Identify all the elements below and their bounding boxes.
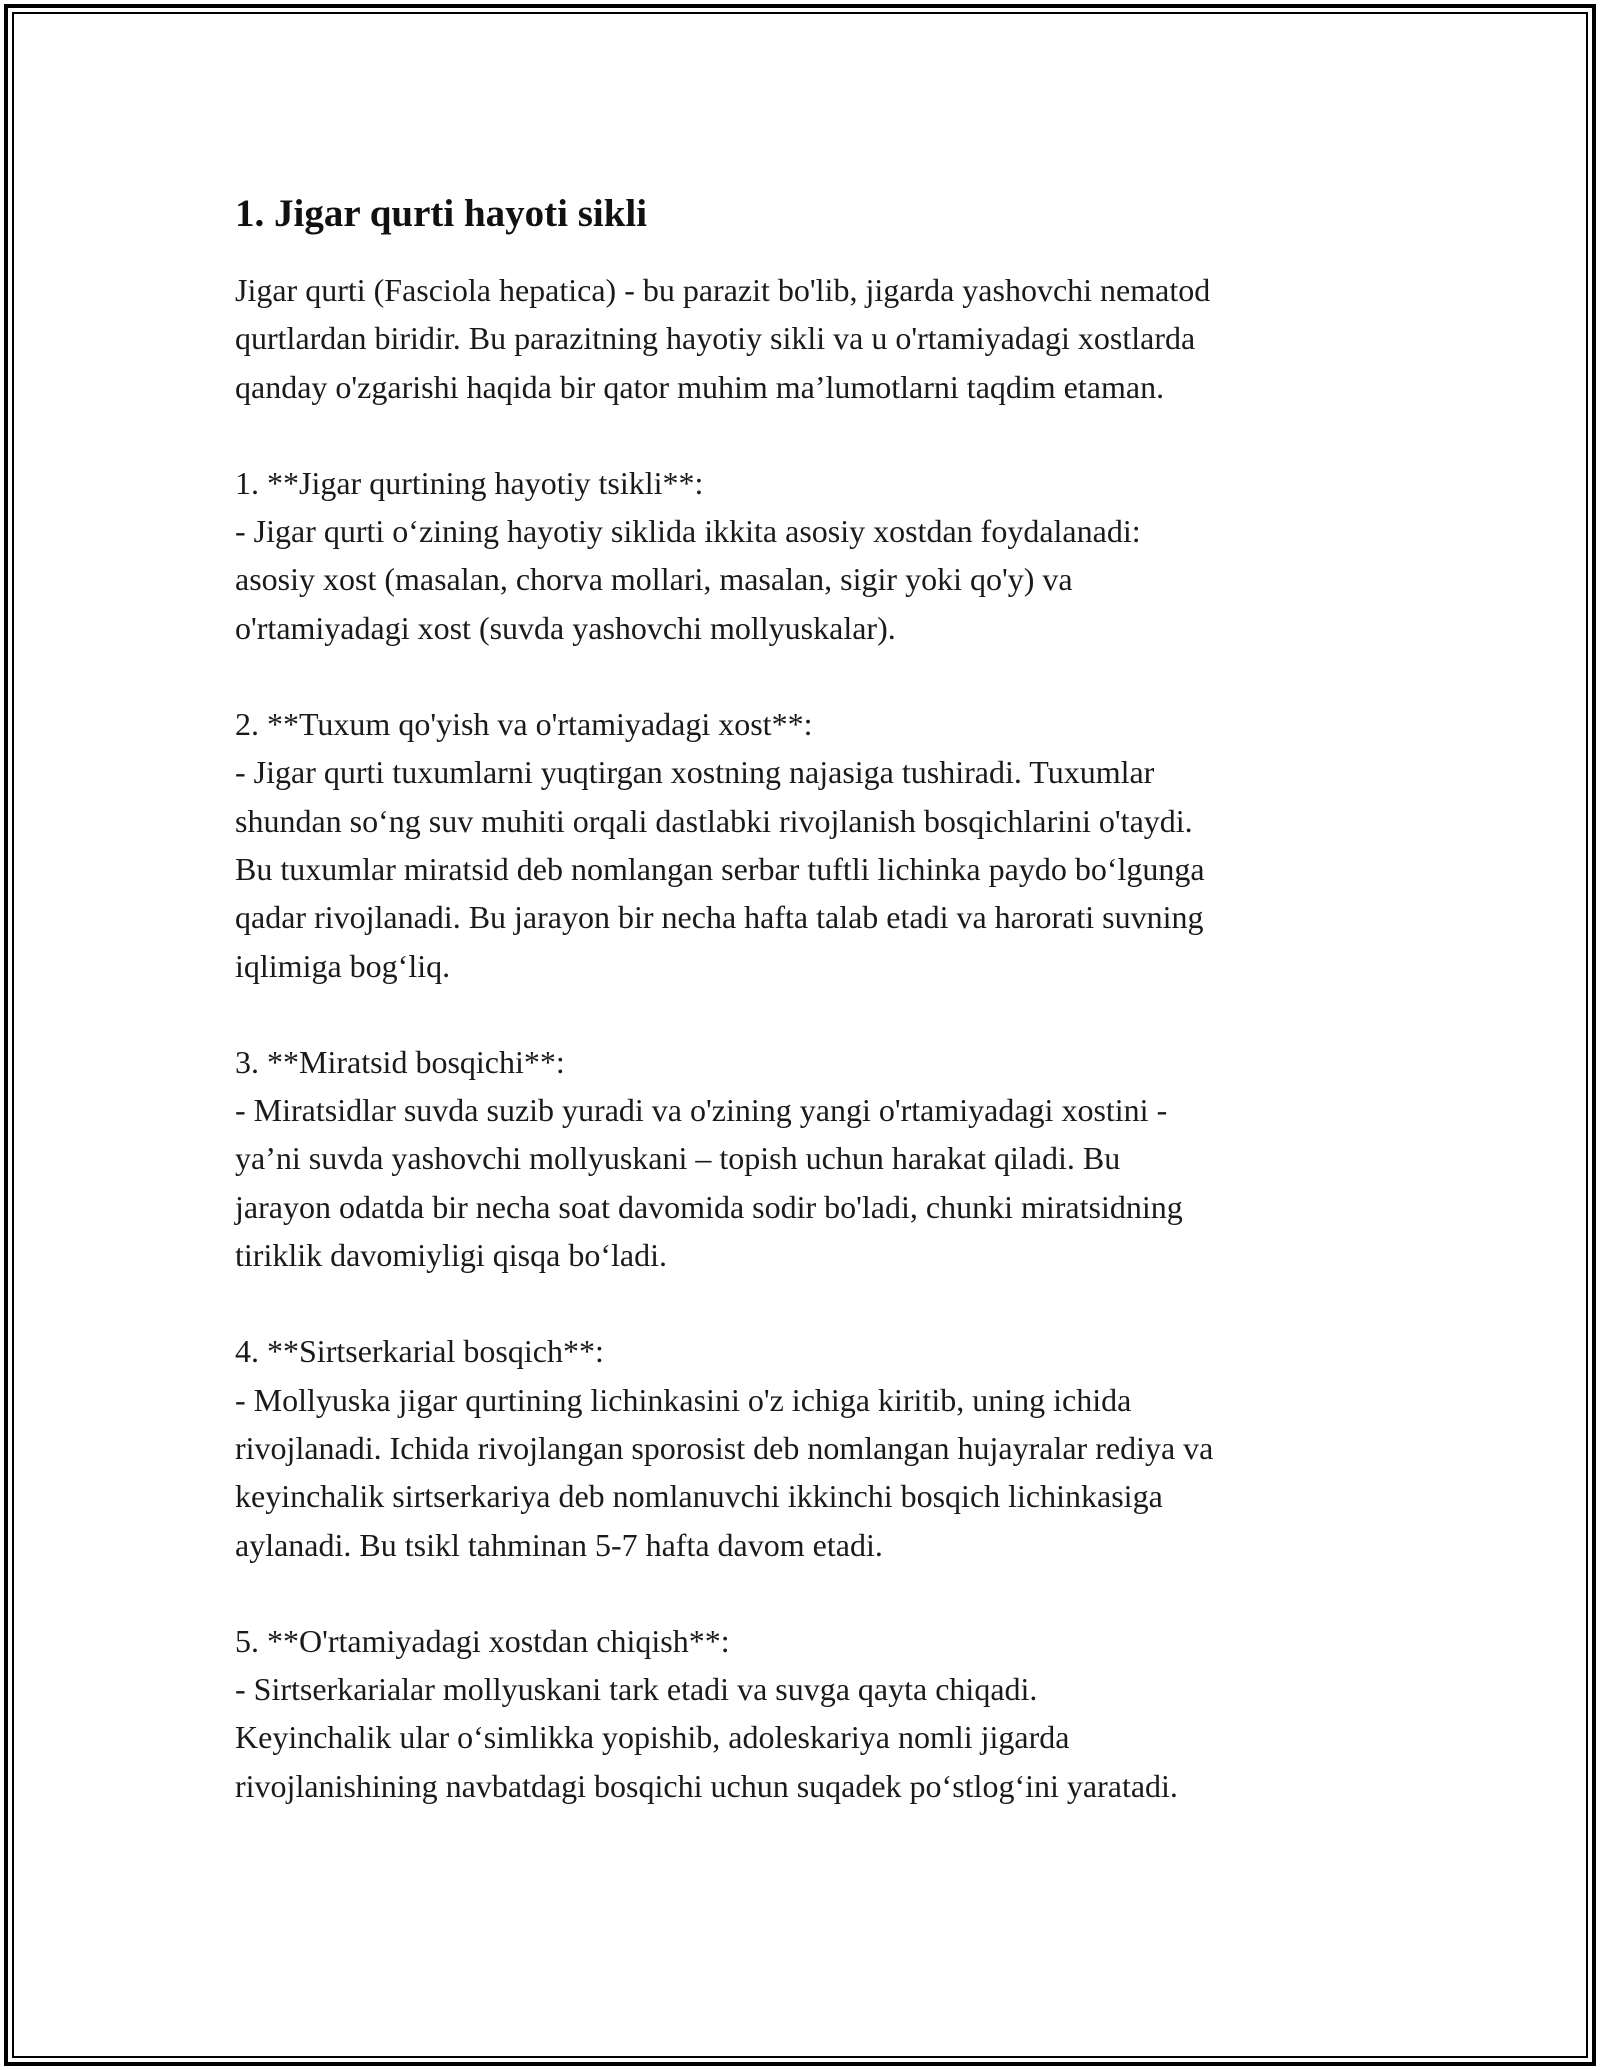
paragraph-spacer (235, 652, 1375, 700)
paragraph-spacer (235, 411, 1375, 459)
section-heading: 4. **Sirtserkarial bosqich**: (235, 1333, 604, 1370)
paragraph-spacer (235, 1569, 1375, 1617)
paragraph-spacer (235, 990, 1375, 1038)
section-body: - Jigar qurti tuxumlarni yuqtirgan xostning najasiga tushiradi. Tuxumlar shundan so‘ng suv muhiti orqali dastlabki rivojlanish bosqichlarini o'taydi. Bu tuxumlar miratsid deb nomlangan serbar tuftli lichinka paydo bo‘lgunga qadar rivojlanadi. Bu jarayon bir necha hafta talab etadi va harorati suvning iqlimiga bog‘liq. (235, 754, 1205, 984)
section-body: - Mollyuska jigar qurtining lichinkasini o'z ichiga kiritib, uning ichida rivojlanadi. Ichida rivojlangan sporosist deb nomlangan hujayralar rediya va keyinchalik sirtserkariya deb nomlanuvchi ikkinchi bosqich lichinkasiga aylanadi. Bu tsikl tahminan 5-7 hafta davom etadi. (235, 1381, 1214, 1563)
section-5 (235, 1617, 1375, 1810)
section-heading: 3. **Miratsid bosqichi**: (235, 1043, 565, 1080)
intro-paragraph: Jigar qurti (Fasciola hepatica) - bu parazit bo'lib, jigarda yashovchi nematod qurtlardan biridir. Bu parazitning hayotiy sikli va u o'rtamiyadagi xostlarda qanday o'zgarishi haqida bir qator muhim ma’lumotlarni taqdim etaman. (235, 272, 1211, 405)
section-4 (235, 1327, 1375, 1568)
section-1 (235, 459, 1375, 652)
section-3 (235, 1038, 1375, 1279)
section-body: - Jigar qurti o‘zining hayotiy siklida ikkita asosiy xostdan foydalanadi: asosiy xost (masalan, chorva mollari, masalan, sigir yoki qo'y) va o'rtamiyadagi xost (suvda yashovchi mollyuskalar). (235, 513, 1141, 646)
section-body: - Sirtserkarialar mollyuskani tark etadi va suvga qayta chiqadi. Keyinchalik ular o‘simlikka yopishib, adoleskariya nomli jigarda rivojlanishining navbatdagi bosqichi uchun suqadek po‘stlog‘ini yaratadi. (235, 1671, 1178, 1804)
section-heading: 2. **Tuxum qo'yish va o'rtamiyadagi xost**: (235, 706, 813, 743)
paragraph-spacer (235, 1279, 1375, 1327)
section-heading: 5. **O'rtamiyadagi xostdan chiqish**: (235, 1622, 730, 1659)
document-body (235, 190, 1375, 1810)
section-2 (235, 700, 1375, 990)
section-body: - Miratsidlar suvda suzib yuradi va o'zining yangi o'rtamiyadagi xostini - ya’ni suvda yashovchi mollyuskani – topish uchun harakat qiladi. Bu jarayon odatda bir necha soat davomida sodir bo'ladi, chunki miratsidning tiriklik davomiyligi qisqa bo‘ladi. (235, 1092, 1183, 1274)
section-heading: 1. **Jigar qurtining hayotiy tsikli**: (235, 464, 704, 501)
document-title: 1. Jigar qurti hayoti sikli (235, 192, 648, 235)
